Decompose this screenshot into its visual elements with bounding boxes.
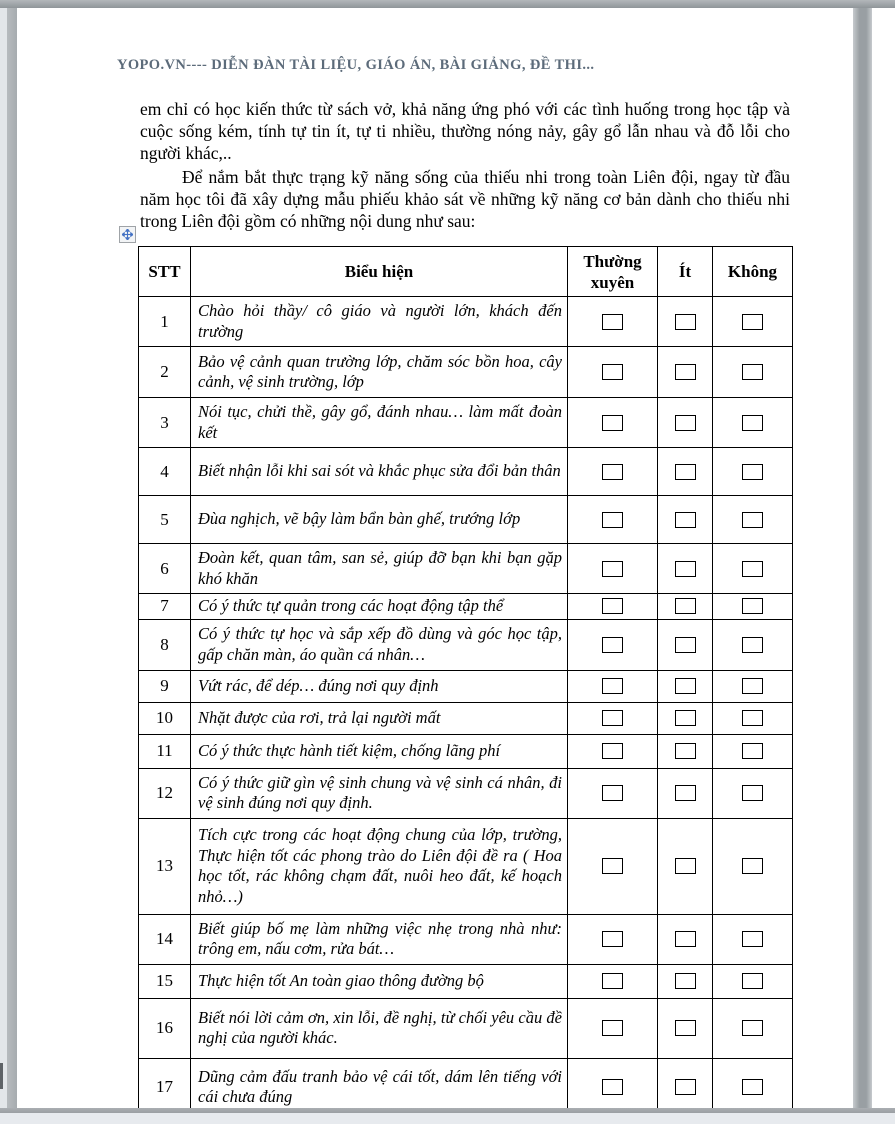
checkbox-cell-thuong-xuyen bbox=[568, 768, 658, 818]
table-row bbox=[139, 496, 793, 544]
checkbox-it[interactable] bbox=[675, 314, 696, 330]
checkbox-cell-it bbox=[658, 964, 713, 998]
table-row bbox=[139, 347, 793, 398]
checkbox-cell-khong bbox=[713, 1058, 793, 1108]
checkbox-cell-it bbox=[658, 594, 713, 620]
behavior-text: Tích cực trong các hoạt động chung của lớp, trường, Thực hiện tốt các phong trào do Liên đội đề ra ( Hoa học tốt, rác không chạm đất, nuôi heo đất, kế hoạch nhỏ…) bbox=[191, 818, 568, 914]
move-cross-icon bbox=[122, 229, 133, 240]
checkbox-cell-khong bbox=[713, 297, 793, 347]
checkbox-it[interactable] bbox=[675, 678, 696, 694]
paragraph-1: em chỉ có học kiến thức từ sách vở, khả năng ứng phó với các tình huống trong học tập và cuộc sống kém, tính tự tin ít, tự ti nhiều, thường nóng nảy, gây gổ lẫn nhau và đỗ lỗi cho người khác,.. bbox=[140, 99, 790, 163]
checkbox-cell-it bbox=[658, 1058, 713, 1108]
row-number: 10 bbox=[139, 702, 191, 734]
checkbox-cell-thuong-xuyen bbox=[568, 998, 658, 1058]
table-row bbox=[139, 398, 793, 448]
left-scroll-tick bbox=[0, 1063, 3, 1089]
col-header-it: Ít bbox=[658, 247, 713, 297]
behavior-text: Nói tục, chửi thề, gây gổ, đánh nhau… làm mất đoàn kết bbox=[191, 398, 568, 448]
col-header-stt: STT bbox=[139, 247, 191, 297]
checkbox-thuong-xuyen[interactable] bbox=[602, 561, 623, 577]
checkbox-cell-it bbox=[658, 448, 713, 496]
checkbox-cell-khong bbox=[713, 619, 793, 670]
table-row bbox=[139, 734, 793, 768]
checkbox-cell-it bbox=[658, 734, 713, 768]
row-number: 6 bbox=[139, 544, 191, 594]
checkbox-khong[interactable] bbox=[742, 415, 763, 431]
checkbox-khong[interactable] bbox=[742, 973, 763, 989]
row-number: 11 bbox=[139, 734, 191, 768]
checkbox-thuong-xuyen[interactable] bbox=[602, 415, 623, 431]
checkbox-khong[interactable] bbox=[742, 598, 763, 614]
col-header-thuong-xuyen: Thường xuyên bbox=[568, 247, 658, 297]
checkbox-cell-khong bbox=[713, 914, 793, 964]
checkbox-it[interactable] bbox=[675, 710, 696, 726]
checkbox-cell-it bbox=[658, 619, 713, 670]
behavior-text: Nhặt được của rơi, trả lại người mất bbox=[191, 702, 568, 734]
checkbox-thuong-xuyen[interactable] bbox=[602, 512, 623, 528]
row-number: 12 bbox=[139, 768, 191, 818]
checkbox-khong[interactable] bbox=[742, 785, 763, 801]
row-number: 14 bbox=[139, 914, 191, 964]
behavior-text: Chào hỏi thầy/ cô giáo và người lớn, khách đến trường bbox=[191, 297, 568, 347]
checkbox-cell-khong bbox=[713, 544, 793, 594]
checkbox-cell-khong bbox=[713, 670, 793, 702]
checkbox-thuong-xuyen[interactable] bbox=[602, 785, 623, 801]
checkbox-cell-thuong-xuyen bbox=[568, 670, 658, 702]
checkbox-cell-it bbox=[658, 818, 713, 914]
table-move-handle-icon[interactable] bbox=[119, 226, 136, 243]
page-top-edge bbox=[0, 0, 895, 8]
checkbox-cell-thuong-xuyen bbox=[568, 347, 658, 398]
table-row bbox=[139, 1058, 793, 1108]
page-right-edge-gap bbox=[853, 8, 872, 1108]
row-number: 7 bbox=[139, 594, 191, 620]
checkbox-thuong-xuyen[interactable] bbox=[602, 364, 623, 380]
behavior-text: Có ý thức giữ gìn vệ sinh chung và vệ sinh cá nhân, đi vệ sinh đúng nơi quy định. bbox=[191, 768, 568, 818]
checkbox-cell-khong bbox=[713, 496, 793, 544]
checkbox-it[interactable] bbox=[675, 598, 696, 614]
header-row bbox=[139, 247, 793, 297]
checkbox-cell-it bbox=[658, 998, 713, 1058]
watermark-header-text: YOPO.VN---- DIỄN ĐÀN TÀI LIỆU, GIÁO ÁN, BÀI GIẢNG, ĐỀ THI... bbox=[117, 57, 595, 73]
checkbox-cell-thuong-xuyen bbox=[568, 398, 658, 448]
checkbox-thuong-xuyen[interactable] bbox=[602, 1020, 623, 1036]
table-row bbox=[139, 768, 793, 818]
checkbox-khong[interactable] bbox=[742, 858, 763, 874]
checkbox-cell-thuong-xuyen bbox=[568, 702, 658, 734]
checkbox-khong[interactable] bbox=[742, 364, 763, 380]
checkbox-it[interactable] bbox=[675, 637, 696, 653]
col-header-khong: Không bbox=[713, 247, 793, 297]
behavior-text: Có ý thức tự quản trong các hoạt động tập thể bbox=[191, 594, 568, 620]
checkbox-cell-thuong-xuyen bbox=[568, 496, 658, 544]
checkbox-thuong-xuyen[interactable] bbox=[602, 314, 623, 330]
checkbox-it[interactable] bbox=[675, 561, 696, 577]
checkbox-thuong-xuyen[interactable] bbox=[602, 598, 623, 614]
table-row bbox=[139, 544, 793, 594]
checkbox-cell-thuong-xuyen bbox=[568, 964, 658, 998]
checkbox-it[interactable] bbox=[675, 364, 696, 380]
col-header-bieu-hien: Biểu hiện bbox=[191, 247, 568, 297]
behavior-text: Vứt rác, để dép… đúng nơi quy định bbox=[191, 670, 568, 702]
checkbox-cell-khong bbox=[713, 702, 793, 734]
checkbox-khong[interactable] bbox=[742, 678, 763, 694]
body-text-block bbox=[140, 98, 790, 232]
checkbox-it[interactable] bbox=[675, 785, 696, 801]
checkbox-thuong-xuyen[interactable] bbox=[602, 858, 623, 874]
checkbox-khong[interactable] bbox=[742, 637, 763, 653]
checkbox-cell-it bbox=[658, 347, 713, 398]
table-row bbox=[139, 702, 793, 734]
checkbox-khong[interactable] bbox=[742, 743, 763, 759]
checkbox-thuong-xuyen[interactable] bbox=[602, 1079, 623, 1095]
paragraph-2: Để nắm bắt thực trạng kỹ năng sống của thiếu nhi trong toàn Liên đội, ngay từ đầu năm học tôi đã xây dựng mẫu phiếu khảo sát về những kỹ năng cơ bản dành cho thiếu nhi trong Liên đội gồm có những nội dung như sau: bbox=[140, 167, 790, 231]
checkbox-cell-thuong-xuyen bbox=[568, 448, 658, 496]
behavior-text: Đùa nghịch, vẽ bậy làm bẩn bàn ghế, trướng lớp bbox=[191, 496, 568, 544]
checkbox-khong[interactable] bbox=[742, 561, 763, 577]
row-number: 3 bbox=[139, 398, 191, 448]
table-row bbox=[139, 448, 793, 496]
table-row bbox=[139, 964, 793, 998]
checkbox-thuong-xuyen[interactable] bbox=[602, 710, 623, 726]
row-number: 2 bbox=[139, 347, 191, 398]
checkbox-cell-khong bbox=[713, 594, 793, 620]
checkbox-khong[interactable] bbox=[742, 512, 763, 528]
page-left-shadow bbox=[7, 8, 17, 1108]
table-row bbox=[139, 914, 793, 964]
table-row bbox=[139, 998, 793, 1058]
checkbox-it[interactable] bbox=[675, 858, 696, 874]
checkbox-it[interactable] bbox=[675, 1079, 696, 1095]
row-number: 17 bbox=[139, 1058, 191, 1108]
behavior-text: Biết nhận lỗi khi sai sót và khắc phục sửa đổi bản thân bbox=[191, 448, 568, 496]
checkbox-cell-khong bbox=[713, 734, 793, 768]
checkbox-cell-thuong-xuyen bbox=[568, 544, 658, 594]
checkbox-cell-thuong-xuyen bbox=[568, 297, 658, 347]
table-row bbox=[139, 818, 793, 914]
checkbox-cell-khong bbox=[713, 964, 793, 998]
checkbox-cell-it bbox=[658, 544, 713, 594]
row-number: 16 bbox=[139, 998, 191, 1058]
checkbox-cell-khong bbox=[713, 998, 793, 1058]
behavior-text: Dũng cảm đấu tranh bảo vệ cái tốt, dám lên tiếng với cái chưa đúng bbox=[191, 1058, 568, 1108]
checkbox-it[interactable] bbox=[675, 931, 696, 947]
checkbox-khong[interactable] bbox=[742, 464, 763, 480]
checkbox-thuong-xuyen[interactable] bbox=[602, 637, 623, 653]
checkbox-cell-thuong-xuyen bbox=[568, 619, 658, 670]
checkbox-khong[interactable] bbox=[742, 710, 763, 726]
behavior-text: Biết giúp bố mẹ làm những việc nhẹ trong nhà như: trông em, nấu cơm, rửa bát… bbox=[191, 914, 568, 964]
row-number: 1 bbox=[139, 297, 191, 347]
table-row bbox=[139, 594, 793, 620]
behavior-text: Có ý thức tự học và sắp xếp đồ dùng và góc học tập, gấp chăn màn, áo quần cá nhân… bbox=[191, 619, 568, 670]
checkbox-cell-thuong-xuyen bbox=[568, 818, 658, 914]
table-row bbox=[139, 670, 793, 702]
checkbox-it[interactable] bbox=[675, 973, 696, 989]
checkbox-cell-thuong-xuyen bbox=[568, 1058, 658, 1108]
checkbox-cell-it bbox=[658, 768, 713, 818]
row-number: 4 bbox=[139, 448, 191, 496]
checkbox-khong[interactable] bbox=[742, 1020, 763, 1036]
checkbox-cell-khong bbox=[713, 398, 793, 448]
checkbox-khong[interactable] bbox=[742, 1079, 763, 1095]
checkbox-cell-khong bbox=[713, 448, 793, 496]
checkbox-it[interactable] bbox=[675, 743, 696, 759]
checkbox-thuong-xuyen[interactable] bbox=[602, 931, 623, 947]
checkbox-khong[interactable] bbox=[742, 931, 763, 947]
checkbox-it[interactable] bbox=[675, 1020, 696, 1036]
checkbox-it[interactable] bbox=[675, 512, 696, 528]
row-number: 15 bbox=[139, 964, 191, 998]
checkbox-cell-it bbox=[658, 496, 713, 544]
checkbox-it[interactable] bbox=[675, 415, 696, 431]
checkbox-thuong-xuyen[interactable] bbox=[602, 464, 623, 480]
checkbox-thuong-xuyen[interactable] bbox=[602, 678, 623, 694]
checkbox-cell-it bbox=[658, 398, 713, 448]
document-page bbox=[17, 8, 853, 1108]
checkbox-cell-it bbox=[658, 297, 713, 347]
checkbox-thuong-xuyen[interactable] bbox=[602, 973, 623, 989]
checkbox-cell-it bbox=[658, 914, 713, 964]
checkbox-it[interactable] bbox=[675, 464, 696, 480]
row-number: 9 bbox=[139, 670, 191, 702]
checkbox-cell-khong bbox=[713, 768, 793, 818]
checkbox-cell-khong bbox=[713, 818, 793, 914]
row-number: 13 bbox=[139, 818, 191, 914]
checkbox-cell-khong bbox=[713, 347, 793, 398]
behavior-text: Biết nói lời cảm ơn, xin lỗi, đề nghị, từ chối yêu cầu đề nghị của người khác. bbox=[191, 998, 568, 1058]
behavior-text: Đoàn kết, quan tâm, san sẻ, giúp đỡ bạn khi bạn gặp khó khăn bbox=[191, 544, 568, 594]
checkbox-khong[interactable] bbox=[742, 314, 763, 330]
behavior-text: Thực hiện tốt An toàn giao thông đường bộ bbox=[191, 964, 568, 998]
checkbox-cell-it bbox=[658, 702, 713, 734]
app-background-bottom bbox=[0, 1113, 895, 1124]
table-row bbox=[139, 297, 793, 347]
survey-table-container bbox=[138, 246, 793, 1108]
row-number: 8 bbox=[139, 619, 191, 670]
behavior-text: Bảo vệ cảnh quan trường lớp, chăm sóc bồn hoa, cây cảnh, vệ sinh trường, lớp bbox=[191, 347, 568, 398]
app-background-left bbox=[0, 8, 7, 1108]
table-row bbox=[139, 619, 793, 670]
checkbox-cell-thuong-xuyen bbox=[568, 914, 658, 964]
row-number: 5 bbox=[139, 496, 191, 544]
checkbox-thuong-xuyen[interactable] bbox=[602, 743, 623, 759]
checkbox-cell-thuong-xuyen bbox=[568, 594, 658, 620]
checkbox-cell-it bbox=[658, 670, 713, 702]
behavior-text: Có ý thức thực hành tiết kiệm, chống lãng phí bbox=[191, 734, 568, 768]
checkbox-cell-thuong-xuyen bbox=[568, 734, 658, 768]
survey-table bbox=[138, 246, 793, 1108]
